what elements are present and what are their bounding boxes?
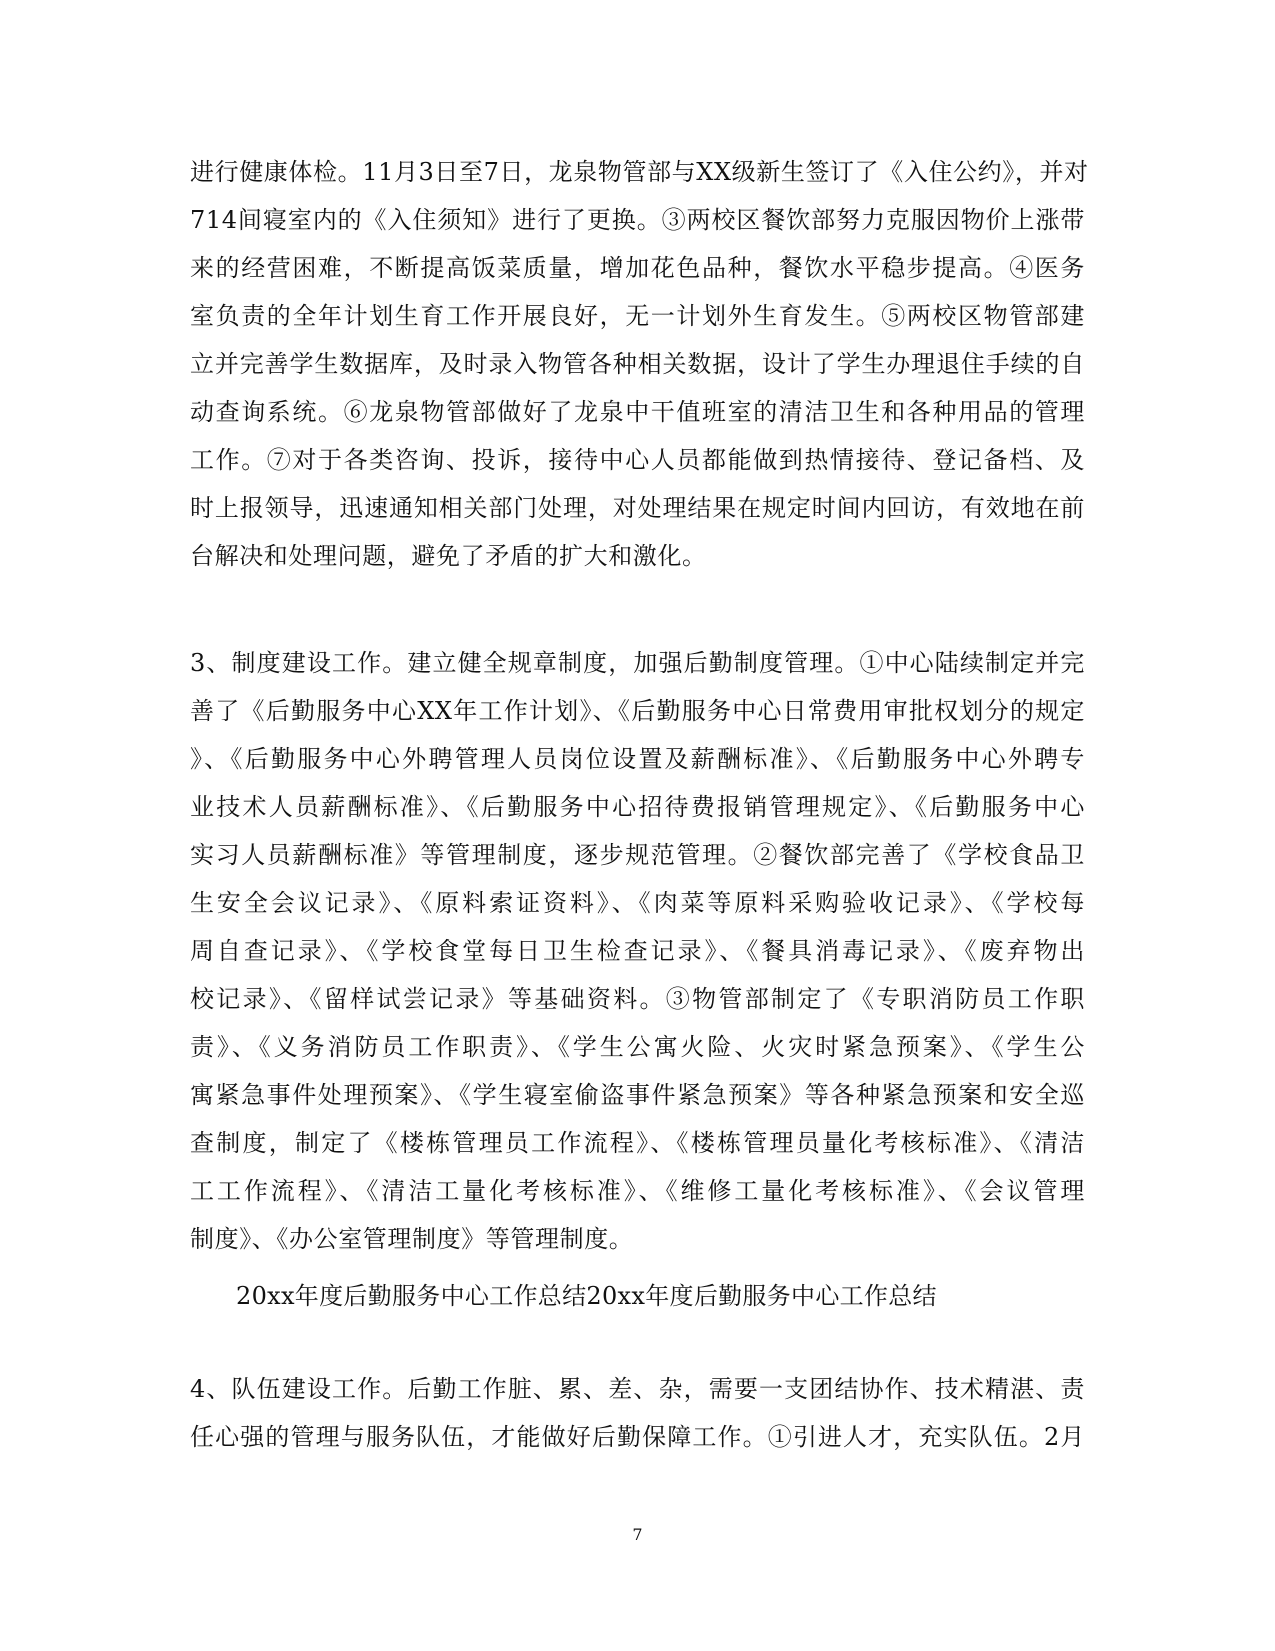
page-number: 7 [632,1525,643,1544]
paragraph-health-and-property [190,148,1089,580]
text-line: 3、制度建设工作。建立健全规章制度，加强后勤制度管理。①中心陆续制定并完 [190,649,1085,677]
text-line: 动查询系统。⑥龙泉物管部做好了龙泉中干值班室的清洁卫生和各种用品的管理 [190,398,1085,426]
text-line: 工作。⑦对于各类咨询、投诉，接待中心人员都能做到热情接待、登记备档、及 [190,446,1085,474]
text-line: 来的经营困难，不断提高饭菜质量，增加花色品种，餐饮水平稳步提高。④医务 [190,254,1085,282]
text-line: 立并完善学生数据库，及时录入物管各种相关数据，设计了学生办理退住手续的自 [190,350,1085,378]
document-title-line: 20xx年度后勤服务中心工作总结20xx年度后勤服务中心工作总结 [236,1282,937,1310]
text-line: 善了《后勤服务中心XX年工作计划》、《后勤服务中心日常费用审批权划分的规定 [190,697,1085,725]
text-line: 周自查记录》、《学校食堂每日卫生检查记录》、《餐具消毒记录》、《废弃物出 [190,937,1085,965]
text-line: 台解决和处理问题，避免了矛盾的扩大和激化。 [190,542,707,570]
text-line: 时上报领导，迅速通知相关部门处理，对处理结果在规定时间内回访，有效地在前 [190,494,1085,522]
text-line: 工工作流程》、《清洁工量化考核标准》、《维修工量化考核标准》、《会议管理 [190,1177,1085,1205]
text-line: 进行健康体检。11月3日至7日，龙泉物管部与XX级新生签订了《入住公约》，并对 [190,158,1089,186]
text-line: 业技术人员薪酬标准》、《后勤服务中心招待费报销管理规定》、《后勤服务中心 [190,793,1085,821]
text-line: 责》、《义务消防员工作职责》、《学生公寓火险、火灾时紧急预案》、《学生公 [190,1033,1085,1061]
paragraph-system-building [190,639,1085,1263]
text-line: 生安全会议记录》、《原料索证资料》、《肉菜等原料采购验收记录》、《学校每 [190,889,1085,917]
text-line: 实习人员薪酬标准》等管理制度，逐步规范管理。②餐饮部完善了《学校食品卫 [190,841,1085,869]
paragraph-team-building [190,1365,1085,1461]
text-line: 室负责的全年计划生育工作开展良好，无一计划外生育发生。⑤两校区物管部建 [190,302,1085,330]
text-line: 制度》、《办公室管理制度》等管理制度。 [190,1225,634,1253]
text-line: 714间寝室内的《入住须知》进行了更换。③两校区餐饮部努力克服因物价上涨带 [190,206,1085,234]
text-line: 任心强的管理与服务队伍，才能做好后勤保障工作。①引进人才，充实队伍。2月 [190,1423,1085,1451]
text-line: 》、《后勤服务中心外聘管理人员岗位设置及薪酬标准》、《后勤服务中心外聘专 [190,745,1085,773]
text-line: 查制度，制定了《楼栋管理员工作流程》、《楼栋管理员量化考核标准》、《清洁 [190,1129,1085,1157]
text-line: 校记录》、《留样试尝记录》等基础资料。③物管部制定了《专职消防员工作职 [190,985,1085,1013]
text-line: 寓紧急事件处理预案》、《学生寝室偷盗事件紧急预案》等各种紧急预案和安全巡 [190,1081,1085,1109]
text-line: 4、队伍建设工作。后勤工作脏、累、差、杂，需要一支团结协作、技术精湛、责 [190,1375,1085,1403]
